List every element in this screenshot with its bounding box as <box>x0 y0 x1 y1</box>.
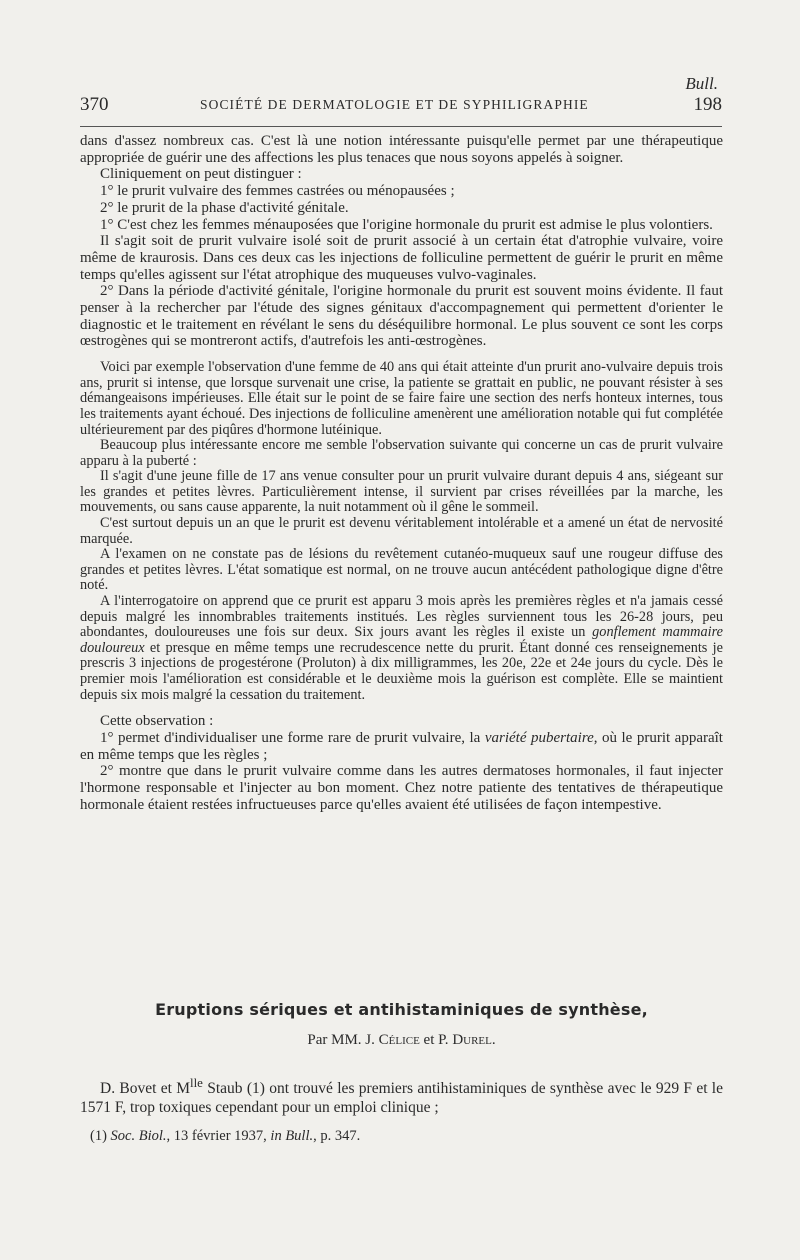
paragraph <box>80 594 723 703</box>
paragraph: Voici par exemple l'observation d'une femme de 40 ans qui était atteinte d'un prurit ano-vulvaire depuis trois ans, prurit si intense, que lorsque survenait une crise, la patiente se grattait en public, ne pouvant résister à ses démangeaisons impérieuses. Elle était sur le point de se faire faire une section des nerfs honteux internes, tous les traitements ayant échoué. Des injections de folliculine amenèrent une amélioration notable qui fut complétée ultérieurement par des piqûres d'hormone lutéinique. <box>80 359 723 438</box>
paragraph: 2° le prurit de la phase d'activité génitale. <box>100 199 349 216</box>
paragraph: Cette observation : <box>100 713 214 730</box>
paragraph: A l'examen on ne constate pas de lésions du revêtement cutanéo-muqueux sauf une rougeur diffuse des grandes et petites lèvres. L'état somatique est normal, on ne trouve aucun antécédent pathologique digne d'être noté. <box>80 546 723 594</box>
author-name: Célice <box>378 1032 420 1048</box>
footnote-page: , p. 347. <box>313 1128 361 1144</box>
header-rule <box>80 126 722 127</box>
page-number: 370 <box>80 94 109 115</box>
text-run: et presque en même temps une recrudescence nette du prurit. Étant donné ces renseignements je prescris 3 injections de progestérone (Proluton) à dix milligrammes, les 20e, 22e et 24e jours du cycle. Dès le premier mois l'amélioration est considérable et le deuxième mois la guérison est complète. Elle se maintient depuis six mois malgré la cessation du traitement. <box>80 639 723 703</box>
text-run: Staub (1) ont trouvé les premiers antihistaminiques de synthèse avec le 929 F et le 1571 F, trop toxiques cependant pour un emploi clinique ; <box>80 1080 723 1117</box>
byline-suffix: . <box>491 1032 496 1048</box>
paragraph: Cliniquement on peut distinguer : <box>100 166 302 183</box>
superscript: lle <box>190 1075 203 1090</box>
emphasis: variété pubertaire <box>484 729 594 746</box>
text-run: D. Bovet et M <box>100 1080 190 1098</box>
text-run: A l'interrogatoire on apprend que ce prurit est apparu 3 mois après les premières règles et n'a jamais cessé depuis malgré les innombrables traitements institués. Les règles surviennent tous les 26-28 jours, peu abondantes, douloureuses une fois sur deux. Six jours avant les règles il existe un <box>80 593 723 641</box>
journal-abbreviation: Bull. <box>685 74 718 93</box>
article-byline <box>80 1032 723 1049</box>
article-body <box>80 133 723 813</box>
paragraph: dans d'assez nombreux cas. C'est là une notion intéressante puisqu'elle permet par une thérapeutique appropriée de guérir une des affections les plus tenaces que nous soyons appelés à soigner. <box>80 133 723 166</box>
paragraph <box>80 730 723 763</box>
text-run: 1° permet d'individualiser une forme rare de prurit vulvaire, la <box>100 729 485 746</box>
paragraph: 2° montre que dans le prurit vulvaire comme dans les autres dermatoses hormonales, il faut injecter l'hormone responsable et l'injecter au bon moment. Chez notre patiente des tentatives de thérapeutique hormonale étaient restées infructueuses parce qu'elles avaient été utilisées de façon intempestive. <box>80 763 723 813</box>
paragraph: Il s'agit soit de prurit vulvaire isolé soit de prurit associé à un certain état d'atrophie vulvaire, voire même de kraurosis. Dans ces deux cas les injections de folliculine permettent de guérir le prurit en même temps qu'elles agissent sur l'état atrophique des muqueuses vulvo-vaginales. <box>80 233 723 283</box>
author-name: Durel <box>452 1032 492 1048</box>
paragraph <box>80 1073 723 1117</box>
emphasis: gonflement mammaire douloureux <box>80 624 723 656</box>
section-observations <box>80 360 723 703</box>
article-lead <box>80 1073 723 1117</box>
article-title: Eruptions sériques et antihistaminiques de synthèse, <box>155 1000 648 1019</box>
byline-mid: et P. <box>419 1032 453 1048</box>
running-header <box>80 94 722 118</box>
paragraph: Il s'agit d'une jeune fille de 17 ans venue consulter pour un prurit vulvaire durant depuis 4 ans, siégeant sur les grandes et petites lèvres. Particulièrement intense, il survient par crises réveillées par la marche, les mouvements, ou sans cause apparente, la nuit notamment où il gêne le sommeil. <box>80 468 723 516</box>
footnote-in: in Bull. <box>270 1128 314 1144</box>
footnote-mark: (1) <box>90 1128 111 1144</box>
footnote <box>90 1128 360 1145</box>
paragraph: 2° Dans la période d'activité génitale, l'origine hormonale du prurit est souvent moins évidente. Il faut penser à la rechercher par l'étude des signes génitaux d'accompagnement qui permettent d'orienter le diagnostic et le traitement en révélant le sens du déséquilibre hormonal. Le plus souvent ce sont les corps œstrogènes qui se montreront actifs, d'autrefois les anti-œstrogènes. <box>80 283 723 350</box>
paragraph: 1° C'est chez les femmes ménauposées que l'origine hormonale du prurit est admise le plus volontiers. <box>100 216 713 233</box>
byline-prefix: Par MM. J. <box>307 1032 379 1048</box>
paragraph: C'est surtout depuis un an que le prurit est devenu véritablement intolérable et a amené un état de nervosité marquée. <box>80 515 723 547</box>
running-title: SOCIÉTÉ DE DERMATOLOGIE ET DE SYPHILIGRAPHIE <box>200 97 589 112</box>
year-number: 198 <box>693 94 722 115</box>
text-run: , où le prurit apparaît en même temps que les règles ; <box>80 729 723 763</box>
footnote-date: , 13 février 1937, <box>166 1128 271 1144</box>
section-hormonal-origin <box>80 133 723 350</box>
section-conclusion <box>80 713 723 813</box>
paragraph: Beaucoup plus intéressante encore me semble l'observation suivante qui concerne un cas de prurit vulvaire apparu à la puberté : <box>80 437 723 469</box>
paragraph: 1° le prurit vulvaire des femmes castrées ou ménopausées ; <box>100 183 455 200</box>
footnote-journal: Soc. Biol. <box>110 1128 167 1144</box>
